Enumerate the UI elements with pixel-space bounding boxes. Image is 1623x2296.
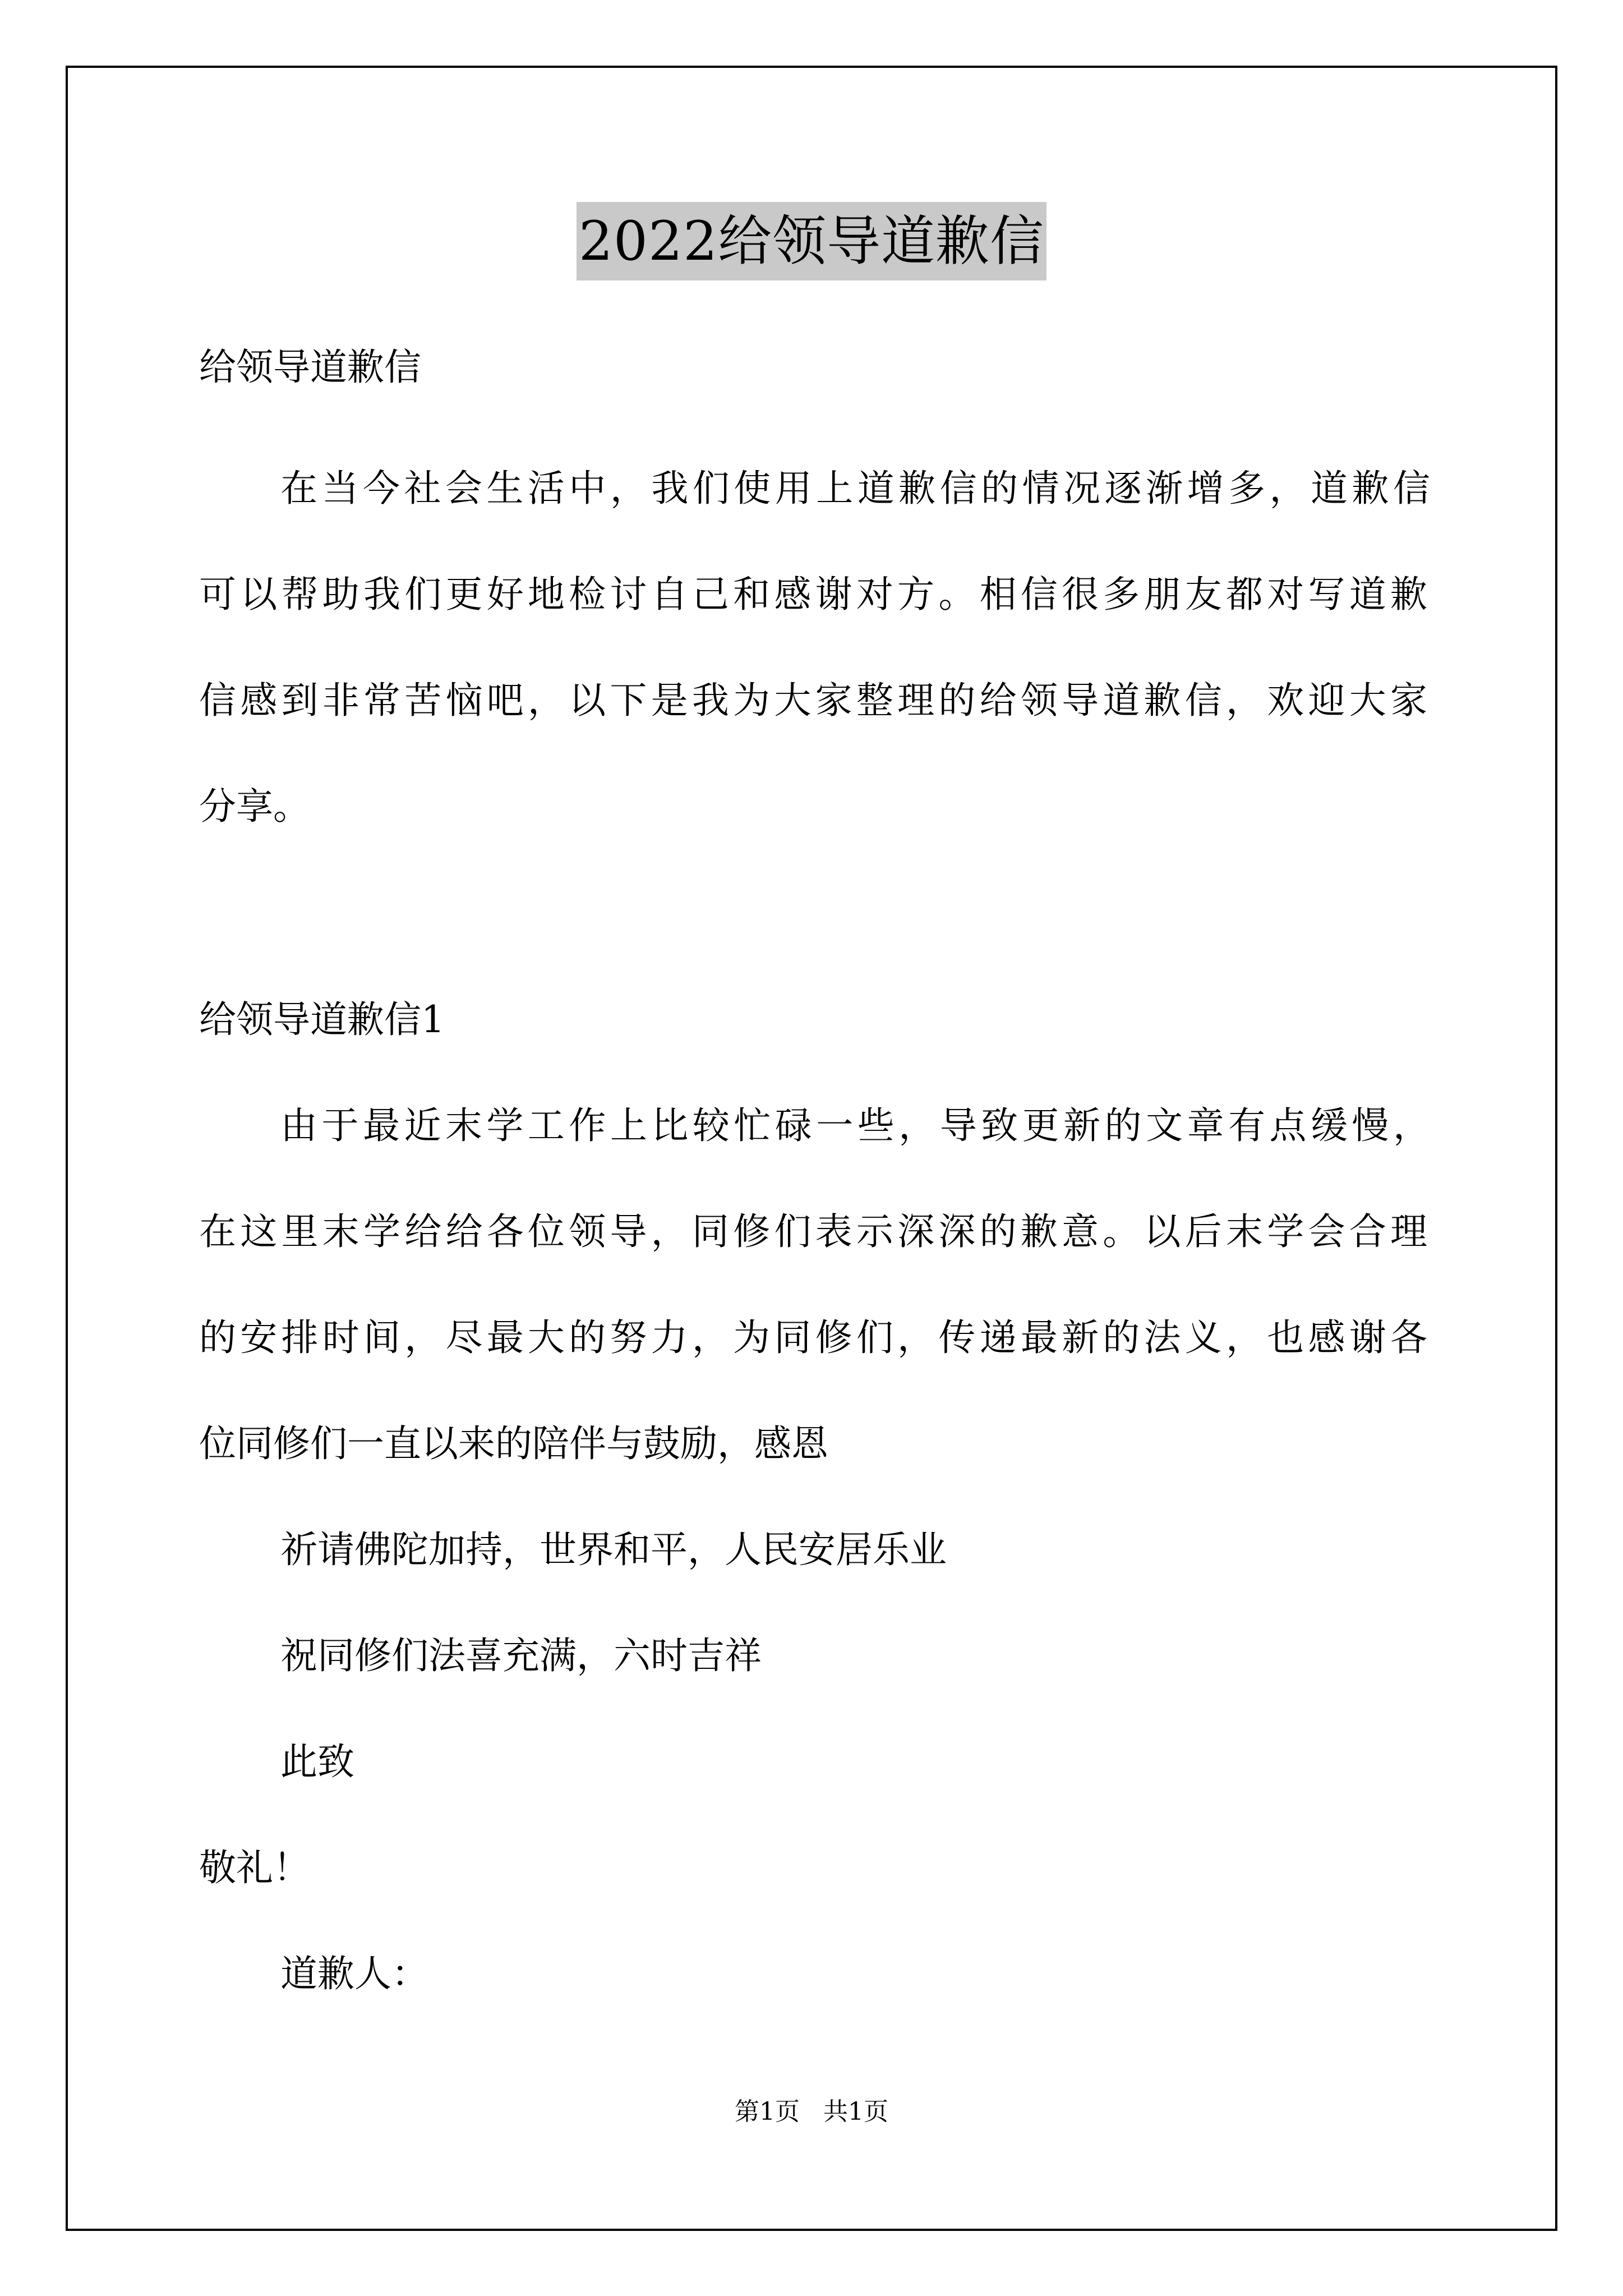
- section-title: 给领导道歉信1: [199, 998, 445, 1041]
- page-number-total: 共1页: [823, 2097, 888, 2126]
- body-line-1: 由于最近末学工作上比较忙碌一些，导致更新的文章有点缓慢，: [280, 1104, 1430, 1147]
- blessing-line-2: 祝同修们法喜充满，六时吉祥: [280, 1634, 762, 1677]
- body-line-4: 位同修们一直以来的陪伴与鼓励，感恩: [199, 1422, 828, 1465]
- title-container: [0, 202, 1623, 280]
- page-footer: [0, 2095, 1623, 2129]
- signature-line: 道歉人：: [280, 1952, 428, 1995]
- closing-line-1: 此致: [280, 1740, 354, 1783]
- document-title: 2022给领导道歉信: [577, 202, 1046, 280]
- page-number-current: 第1页: [735, 2097, 800, 2126]
- intro-line-3: 信感到非常苦恼吧，以下是我为大家整理的给领导道歉信，欢迎大家: [199, 679, 1427, 722]
- body-line-2: 在这里末学给给各位领导，同修们表示深深的歉意。以后末学会合理: [199, 1210, 1427, 1253]
- blessing-line-1: 祈请佛陀加持，世界和平，人民安居乐业: [280, 1528, 947, 1571]
- intro-line-4: 分享。: [199, 785, 310, 828]
- intro-line-2: 可以帮助我们更好地检讨自己和感谢对方。相信很多朋友都对写道歉: [199, 573, 1427, 616]
- body-line-3: 的安排时间，尽最大的努力，为同修们，传递最新的法义，也感谢各: [199, 1316, 1427, 1359]
- closing-line-2: 敬礼！: [199, 1846, 310, 1889]
- intro-line-1: 在当今社会生活中，我们使用上道歉信的情况逐渐增多，道歉信: [280, 467, 1430, 510]
- document-heading: 给领导道歉信: [199, 346, 421, 389]
